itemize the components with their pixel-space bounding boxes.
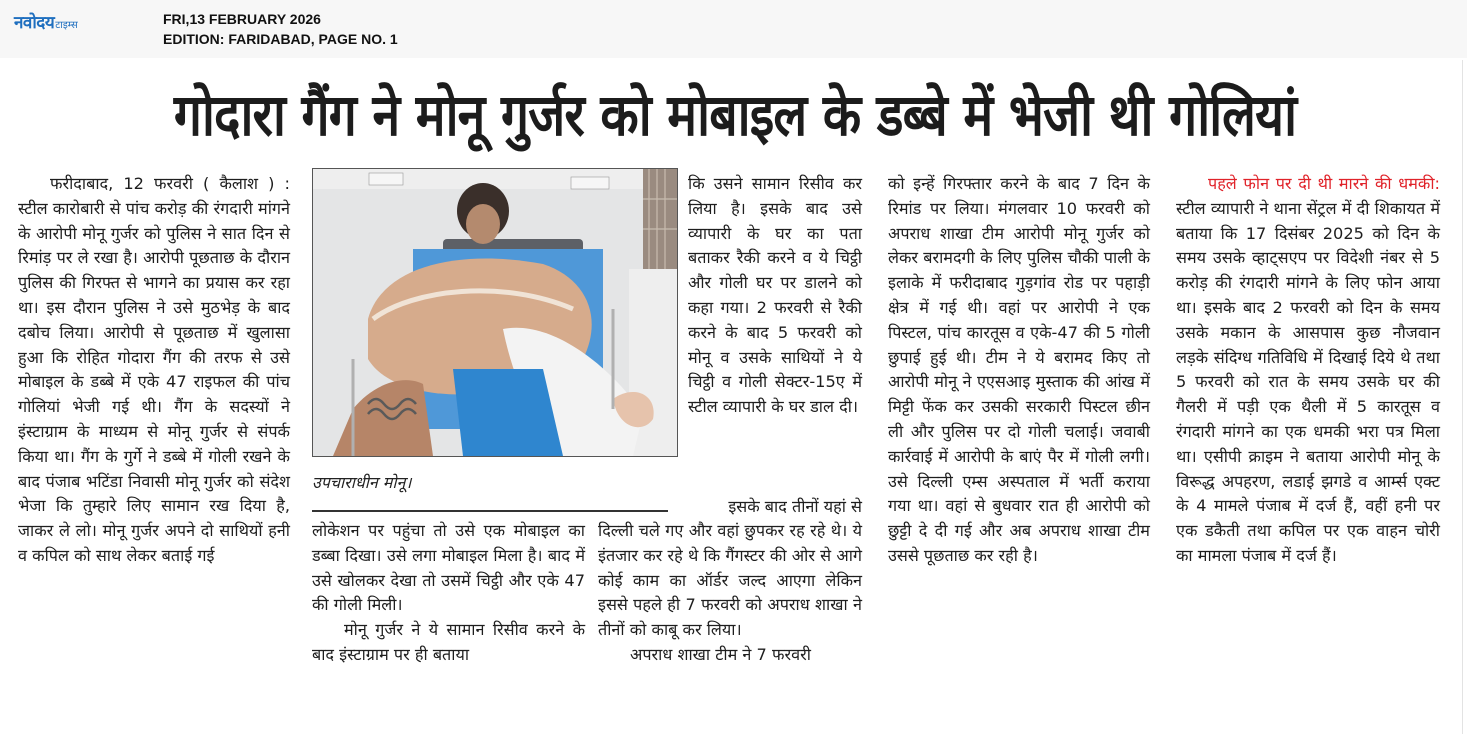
article-column-3-top: [688, 172, 862, 420]
article-column-1: [18, 172, 290, 569]
logo-main-text: नवोदय: [14, 13, 55, 33]
section-divider: [312, 510, 668, 512]
article-column-3-lead: [688, 495, 862, 520]
article-column-3-bottom: [598, 519, 862, 668]
edition-info: [163, 9, 398, 49]
masthead-bar: [0, 0, 1467, 58]
article-subheading: पहले फोन पर दी थी मारने की धमकी:: [1208, 174, 1440, 193]
newspaper-logo[interactable]: [14, 10, 78, 32]
article-paragraph: दिल्ली चले गए और वहां छुपकर रह रहे थे। ये इंतजार कर रहे थे कि गैंगस्टर की ओर से आगे कोई काम का ऑर्डर जल्द आएगा लेकिन इससे पहले ही 7 फरवरी को अपराध शाखा ने तीनों को काबू कर लिया।: [598, 521, 862, 640]
article-column-2: [312, 519, 585, 668]
article-paragraph: फरीदाबाद, 12 फरवरी ( कैलाश ) : स्टील कारोबारी से पांच करोड़ की रंगदारी मांगने के आरोपी मोनू गुर्जर को पुलिस ने सात दिन से रिमांड़ पर ले रखा है। आरोपी पूछताछ के दौरान पुलिस की गिरफ्त से भागने का प्रयास कर रहा था। इस दौरान पुलिस ने उसे मुठभेड़ के बाद दबोच लिया। आरोपी से पूछताछ में खुलासा हुआ कि रोहित गोदारा गैंग की तरफ से उसे मोबाइल के डब्बे में एके 47 राइफल की पांच गोलियां भेजी गई थी। गैंग के सदस्यों ने इंस्टाग्राम के माध्यम से मोनू गुर्जर से संपर्क किया था। गैंग के गुर्गे ने डब्बे में गोली रखने के बाद पंजाब भटिंडा निवासी मोनू गुर्जर को संदेश भेजा कि तुम्हारे लिए सामान रख दिया है, जाकर ले लो। मोनू गुर्जर अपने दो साथियों हनी व कपिल को साथ लेकर बताई गई: [18, 174, 290, 565]
article-photo[interactable]: [312, 168, 678, 457]
article-paragraph: लोकेशन पर पहुंचा तो उसे एक मोबाइल का डब्बा दिखा। उसे लगा मोबाइल मिला है। बाद में उसे खोलकर देखा तो उसमें चिट्ठी और एके 47 की गोली मिली।: [312, 521, 585, 615]
logo-sub-text: टाइम्स: [55, 20, 78, 31]
article-paragraph: स्टील व्यापारी ने थाना सेंट्रल में दी शिकायत में बताया कि 17 दिसंबर 2025 को दिन के समय उसके व्हाट्सएप पर विदेशी नंबर से 5 करोड़ की रंगदारी मांगने के लिए फोन आया था। इसके बाद 2 फरवरी को दिन के समय उसके मकान के आसपास कुछ नौजवान लड़के संदिग्ध गतिविधि में दिखाई दिये थे तथा 5 फरवरी को रात के समय उसके घर की गैलरी में पड़ी एक थैली में 5 कारतूस व रंगदारी मांगने का एक धमकी भरा पत्र मिला था। एसीपी क्राइम ने बताया आरोपी मोनू के विरूद्ध अपहरण, लडाई झगडे व आर्म्स एक्ट के 4 मामले पंजाब में दर्ज हैं, वहीं हनी पर एक डकैती तथा कपिल पर एक वाहन चोरी का मामला पंजाब में दर्ज हैं।: [1176, 198, 1440, 565]
article-headline: गोदारा गैंग ने मोनू गुर्जर को मोबाइल के डब्बे में भेजी थी गोलियां: [173, 81, 1297, 149]
photo-illustration: [313, 169, 677, 456]
article-paragraph: कि उसने सामान रिसीव कर लिया है। इसके बाद उसे व्यापारी के घर का पता बताकर रैकी करने व ये चिट्ठी और गोली घर पर डालने को कहा गया। 2 फरवरी से रैकी करने के बाद 5 फरवरी को मोनू व उसके साथियों ने ये चिट्ठी व गोली सेक्टर-15ए में स्टील व्यापारी के घर डाल दी।: [688, 174, 862, 417]
page-edge-divider: [1462, 60, 1463, 734]
article-column-5: [1176, 172, 1440, 569]
article-paragraph: इसके बाद तीनों यहां से: [728, 497, 862, 516]
article-paragraph: मोनू गुर्जर ने ये सामान रिसीव करने के बाद इंस्टाग्राम पर ही बताया: [312, 620, 585, 664]
edition-page: EDITION: FARIDABAD, PAGE NO. 1: [163, 31, 398, 47]
article-column-4: [888, 172, 1150, 569]
article-photo-block: [312, 168, 678, 496]
photo-caption: उपचाराधीन मोनू।: [312, 473, 412, 492]
article-paragraph: को इन्हें गिरफ्तार करने के बाद 7 दिन के रिमांड पर लिया। मंगलवार 10 फरवरी को अपराध शाखा टीम आरोपी मोनू गुर्जर को लेकर बरामदगी के लिए पुलिस चौकी पाली के इलाके में फरीदाबाद गुड़गांव रोड पर पहाड़ी क्षेत्र में गई थी। वहां पर आरोपी ने एक पिस्टल, पांच कारतूस व एके-47 की 5 गोली छुपाई हुई थी। टीम ने ये बरामद किए तो आरोपी मोनू ने एएसआइ मुस्ताक की आंख में मिट्टी फेंक कर उसकी सरकारी पिस्टल छीन ली और पुलिस पर दो गोली चलाई। जवाबी कार्रवाई में आरोपी के बाएं पैर में गोली लगी। उसे दिल्ली एम्स अस्पताल में भर्ती कराया गया था। वहां से बुधवार रात ही आरोपी को छुट्टी दे दी गई और अब अपराध शाखा टीम उससे पूछताछ कर रही है।: [888, 174, 1150, 565]
article-paragraph: अपराध शाखा टीम ने 7 फरवरी: [630, 644, 811, 664]
issue-date: FRI,13 FEBRUARY 2026: [163, 11, 321, 27]
